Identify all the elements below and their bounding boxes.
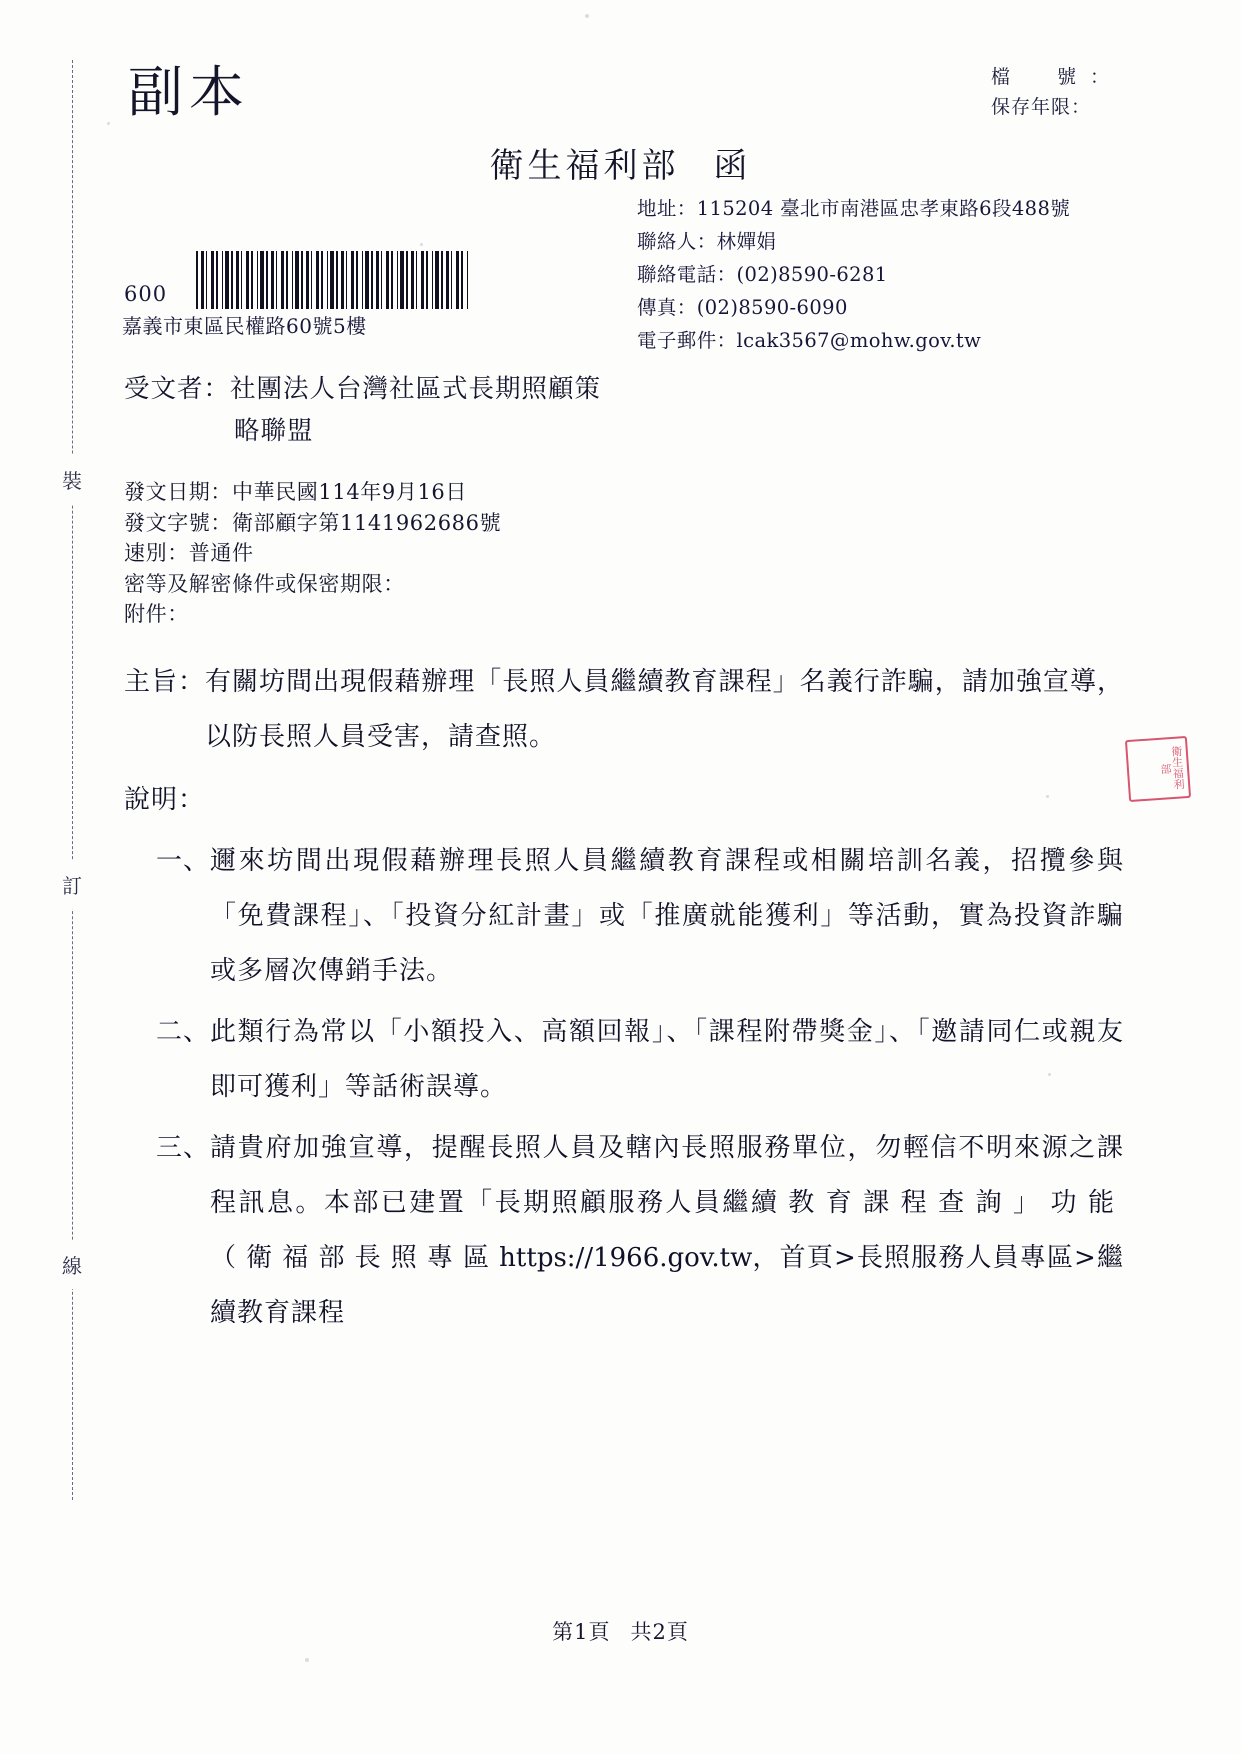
list-item-text-part3: ，首頁>長照服務人員專區>繼續教育課程 [210, 1243, 1124, 1328]
list-item-text [210, 1121, 1124, 1341]
archive-file-number [991, 62, 1123, 92]
footer-total-page: 共2頁 [630, 1620, 689, 1644]
scan-speck [1046, 795, 1049, 798]
scan-speck [107, 122, 110, 125]
recipient-name-line1: 社團法人台灣社區式長期照顧策 [230, 374, 602, 404]
contact-phone: 聯絡電話：(02)8590-6281 [637, 263, 888, 286]
mail-zip-code: 600 [124, 282, 168, 306]
contact-email: 電子郵件：lcak3567@mohw.gov.tw [637, 329, 982, 352]
contact-person: 聯絡人：林嬋娟 [637, 230, 777, 253]
official-seal-text: 衛生福利部 [1158, 745, 1186, 791]
scan-speck [305, 1658, 309, 1662]
list-item-url: https://1966.gov.tw [499, 1243, 753, 1273]
recipient-name-line2: 略聯盟 [234, 416, 314, 446]
list-item-text-spaced: 續教育課程查詢」功能（衛福部長照專區 [210, 1188, 1124, 1273]
document-type: 函 [713, 146, 752, 186]
contact-block [637, 192, 1070, 357]
list-item-text: 此類行為常以「小額投入、高額回報」、「課程附帶獎金」、「邀請同仁或親友即可獲利」等話術誤導。 [210, 1017, 1124, 1102]
list-item-text: 邇來坊間出現假藉辦理長照人員繼續教育課程或相關培訓名義，招攬參與「免費課程」、「投資分紅計畫」或「推廣就能獲利」等活動，實為投資詐騙或多層次傳銷手法。 [210, 846, 1124, 986]
scan-speck [1048, 1073, 1051, 1076]
list-item-number: 二、 [156, 1017, 211, 1047]
archive-retention-label: 保存年限： [990, 96, 1091, 118]
recipient-block [124, 368, 601, 452]
meta-doc-number: 發文字號：衛部顧字第1141962686號 [124, 510, 502, 535]
recipient-label: 受文者： [124, 374, 231, 404]
subject-label: 主旨： [124, 667, 206, 697]
archive-file-number-label: 檔 號： [990, 66, 1123, 88]
list-item-text-part1: 請貴府加強宣導，提醒長照人員及轄內長照服務單位，勿輕信不明來源之課程訊息。本部已建置「長期照顧服務人員繼 [210, 1133, 1124, 1218]
mail-post-address: 嘉義市東區民權路60號5樓 [122, 314, 367, 338]
list-item-number: 一、 [156, 846, 211, 876]
meta-attachment: 附件： [124, 602, 189, 626]
contact-fax: 傳真：(02)8590-6090 [637, 296, 848, 319]
scan-speck [585, 14, 589, 18]
contact-address: 地址：115204 臺北市南港區忠孝東路6段488號 [637, 197, 1071, 220]
list-item-number: 三、 [156, 1133, 211, 1163]
archive-retention [991, 92, 1123, 122]
list-item [156, 1121, 1124, 1341]
document-body [124, 655, 1124, 1341]
official-seal-stamp [1125, 736, 1191, 802]
meta-classification: 密等及解密條件或保密期限： [124, 571, 405, 596]
archive-info [991, 62, 1123, 122]
list-item [156, 1005, 1124, 1115]
page-title [0, 138, 1241, 187]
scan-speck [420, 243, 423, 246]
explanation-label: 說明： [124, 785, 206, 815]
binding-mark-zhuang: 裝 [56, 455, 90, 504]
list-item [156, 834, 1124, 999]
barcode-icon [196, 251, 468, 309]
binding-mark-xian: 線 [56, 1240, 90, 1289]
document-meta [124, 477, 501, 630]
page-footer [0, 1616, 1241, 1646]
footer-current-page: 第1頁 [552, 1620, 611, 1644]
copy-mark: 副本 [128, 60, 251, 124]
barcode-stripes [196, 251, 468, 309]
issuing-agency: 衛生福利部 [489, 146, 680, 186]
binding-mark-ding: 訂 [56, 860, 90, 909]
meta-speed: 速別：普通件 [124, 541, 254, 565]
subject-text: 有關坊間出現假藉辦理「長照人員繼續教育課程」名義行詐騙，請加強宣導，以防長照人員受害，請查照。 [205, 667, 1124, 752]
subject-paragraph [124, 655, 1124, 765]
meta-issue-date: 發文日期：中華民國114年9月16日 [124, 480, 467, 504]
